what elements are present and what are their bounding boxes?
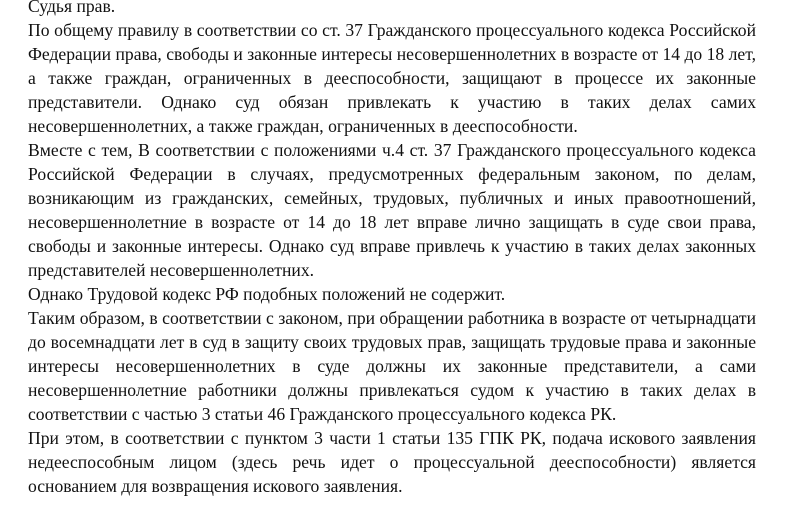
paragraph-2: Вместе с тем, В соответствии с положениями ч.4 ст. 37 Гражданского процессуального кодекса Российской Федерации в случаях, предусмотренных федеральным законом, по делам, возникающим из гражданских, семейных, трудовых, публичных и иных правоотношений, несовершеннолетние в возрасте от 14 до 18 лет вправе лично защищать в суде свои права, свободы и законные интересы. Однако суд вправе привлечь к участию в таких делах законных представителей несовершеннолетних. <box>28 140 756 280</box>
paragraph-3: Однако Трудовой кодекс РФ подобных положений не содержит. <box>28 284 506 304</box>
paragraph-4: Таким образом, в соответствии с законом, при обращении работника в возрасте от четырнадцати до восемнадцати лет в суд в защиту своих трудовых прав, защищать трудовые права и законные интересы несовершеннолетних в суде должны их законные представители, а сами несовершеннолетние работники должны привлекаться судом к участию в таких делах в соответствии с частью 3 статьи 46 Гражданского процессуального кодекса РК. <box>28 308 756 424</box>
document-body <box>28 0 756 498</box>
paragraph-5: При этом, в соответствии с пунктом 3 части 1 статьи 135 ГПК РК, подача искового заявления недееспособным лицом (здесь речь идет о процессуальной дееспособности) является основанием для возвращения искового заявления. <box>28 428 756 496</box>
heading-line: Судья прав. <box>28 0 116 16</box>
paragraph-1: По общему правилу в соответствии со ст. 37 Гражданского процессуального кодекса Российской Федерации права, свободы и законные интересы несовершеннолетних в возрасте от 14 до 18 лет, а также граждан, ограниченных в дееспособности, защищают в процессе их законные представители. Однако суд обязан привлекать к участию в таких делах самих несовершеннолетних, а также граждан, ограниченных в дееспособности. <box>28 20 756 136</box>
